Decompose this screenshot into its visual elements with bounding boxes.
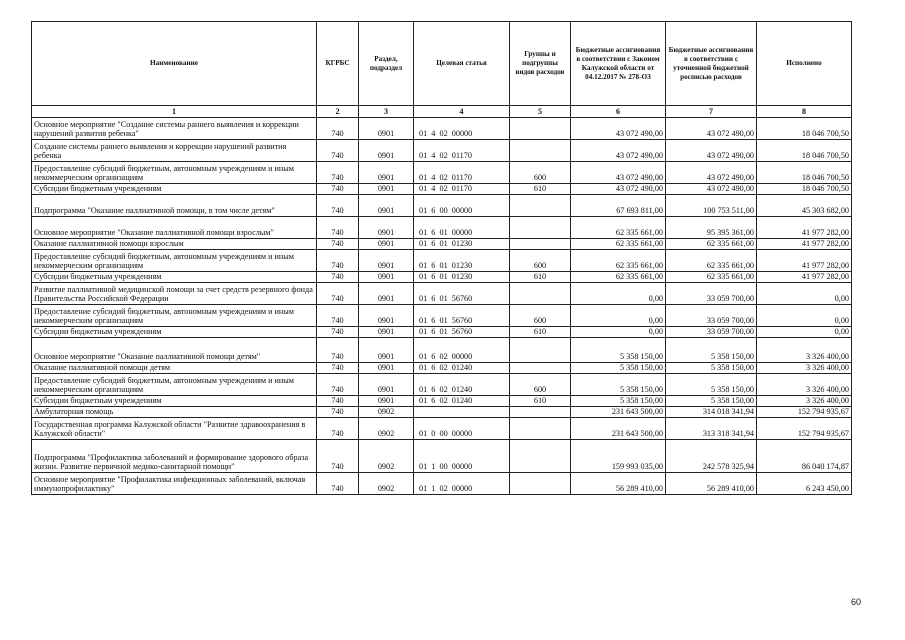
cell-target: 01 6 01 56760 <box>414 305 510 327</box>
table-row <box>32 305 852 327</box>
table-row <box>32 118 852 140</box>
cell-target: 01 4 02 00000 <box>414 118 510 140</box>
cell-name: Предоставление субсидий бюджетным, автономным учреждениям и иным некоммерческим организациям <box>32 374 317 396</box>
cell-name: Основное мероприятие "Создание системы раннего выявления и коррекции нарушений развития ребенка" <box>32 118 317 140</box>
cell-kgrbs: 740 <box>317 327 359 338</box>
cell-refined: 5 358 150,00 <box>666 363 757 374</box>
cell-name: Предоставление субсидий бюджетным, автономным учреждениям и иным некоммерческим организациям <box>32 162 317 184</box>
cell-law: 62 335 661,00 <box>571 239 666 250</box>
cell-executed: 86 040 174,87 <box>757 440 852 473</box>
cell-group: 600 <box>510 305 571 327</box>
column-header-kgrbs: КГРБС <box>317 22 359 106</box>
column-number-law: 6 <box>571 106 666 118</box>
column-number-row <box>32 106 852 118</box>
cell-section: 0902 <box>359 440 414 473</box>
cell-kgrbs: 740 <box>317 140 359 162</box>
cell-refined: 62 335 661,00 <box>666 250 757 272</box>
cell-refined: 313 318 341,94 <box>666 418 757 440</box>
cell-group <box>510 418 571 440</box>
cell-law: 231 643 500,00 <box>571 407 666 418</box>
cell-law: 231 643 500,00 <box>571 418 666 440</box>
cell-refined: 43 072 490,00 <box>666 118 757 140</box>
cell-section: 0902 <box>359 473 414 495</box>
cell-kgrbs: 740 <box>317 217 359 239</box>
table-row <box>32 184 852 195</box>
cell-law: 5 358 150,00 <box>571 363 666 374</box>
table-row <box>32 217 852 239</box>
cell-executed: 3 326 400,00 <box>757 374 852 396</box>
table-row <box>32 418 852 440</box>
cell-target: 01 6 02 01240 <box>414 396 510 407</box>
cell-law: 5 358 150,00 <box>571 374 666 396</box>
cell-name: Основное мероприятие "Оказание паллиативной помощи детям" <box>32 338 317 363</box>
table-body <box>32 118 852 495</box>
cell-group <box>510 338 571 363</box>
cell-executed: 6 243 450,00 <box>757 473 852 495</box>
cell-target: 01 6 02 00000 <box>414 338 510 363</box>
cell-section: 0901 <box>359 272 414 283</box>
table-row <box>32 239 852 250</box>
cell-name: Государственная программа Калужской области "Развитие здравоохранения в Калужской области" <box>32 418 317 440</box>
column-header-refined: Бюджетные ассигнования в соответствии с уточненной бюджетной росписью расходов <box>666 22 757 106</box>
cell-section: 0901 <box>359 250 414 272</box>
table-row <box>32 140 852 162</box>
cell-group <box>510 363 571 374</box>
cell-group: 610 <box>510 272 571 283</box>
cell-executed: 45 303 682,00 <box>757 195 852 217</box>
cell-executed: 41 977 282,00 <box>757 272 852 283</box>
cell-executed: 152 794 935,67 <box>757 418 852 440</box>
cell-executed: 0,00 <box>757 327 852 338</box>
table-row <box>32 396 852 407</box>
cell-refined: 43 072 490,00 <box>666 184 757 195</box>
column-header-name: Наименование <box>32 22 317 106</box>
cell-executed: 18 046 700,50 <box>757 162 852 184</box>
cell-executed: 18 046 700,50 <box>757 140 852 162</box>
table-row <box>32 363 852 374</box>
cell-name: Оказание паллиативной помощи взрослым <box>32 239 317 250</box>
cell-refined: 62 335 661,00 <box>666 239 757 250</box>
cell-refined: 33 059 700,00 <box>666 327 757 338</box>
cell-executed: 41 977 282,00 <box>757 239 852 250</box>
cell-group: 610 <box>510 396 571 407</box>
cell-name: Оказание паллиативной помощи детям <box>32 363 317 374</box>
cell-law: 62 335 661,00 <box>571 272 666 283</box>
cell-law: 43 072 490,00 <box>571 140 666 162</box>
table-row <box>32 250 852 272</box>
cell-law: 0,00 <box>571 327 666 338</box>
cell-group <box>510 217 571 239</box>
table-row <box>32 473 852 495</box>
cell-refined: 33 059 700,00 <box>666 283 757 305</box>
cell-kgrbs: 740 <box>317 195 359 217</box>
cell-section: 0901 <box>359 140 414 162</box>
table-row <box>32 195 852 217</box>
cell-refined: 33 059 700,00 <box>666 305 757 327</box>
cell-section: 0901 <box>359 184 414 195</box>
cell-group: 600 <box>510 374 571 396</box>
cell-kgrbs: 740 <box>317 118 359 140</box>
cell-target <box>414 407 510 418</box>
cell-kgrbs: 740 <box>317 239 359 250</box>
cell-target: 01 6 01 01230 <box>414 250 510 272</box>
cell-executed: 41 977 282,00 <box>757 217 852 239</box>
cell-law: 62 335 661,00 <box>571 217 666 239</box>
cell-section: 0902 <box>359 418 414 440</box>
cell-executed: 3 326 400,00 <box>757 363 852 374</box>
cell-kgrbs: 740 <box>317 184 359 195</box>
cell-law: 67 693 811,00 <box>571 195 666 217</box>
cell-refined: 43 072 490,00 <box>666 140 757 162</box>
cell-group <box>510 473 571 495</box>
cell-target: 01 1 00 00000 <box>414 440 510 473</box>
cell-kgrbs: 740 <box>317 250 359 272</box>
cell-section: 0901 <box>359 239 414 250</box>
cell-law: 56 289 410,00 <box>571 473 666 495</box>
table-row <box>32 162 852 184</box>
cell-section: 0901 <box>359 374 414 396</box>
cell-law: 43 072 490,00 <box>571 184 666 195</box>
cell-name: Амбулаторная помощь <box>32 407 317 418</box>
budget-table-sheet <box>31 21 851 495</box>
cell-law: 0,00 <box>571 283 666 305</box>
cell-section: 0901 <box>359 305 414 327</box>
cell-name: Субсидии бюджетным учреждениям <box>32 272 317 283</box>
cell-target: 01 6 01 00000 <box>414 217 510 239</box>
cell-section: 0901 <box>359 118 414 140</box>
page-number: 60 <box>851 597 862 607</box>
cell-kgrbs: 740 <box>317 374 359 396</box>
table-header <box>32 22 852 118</box>
cell-kgrbs: 740 <box>317 283 359 305</box>
cell-name: Основное мероприятие "Оказание паллиативной помощи взрослым" <box>32 217 317 239</box>
cell-group <box>510 283 571 305</box>
column-number-name: 1 <box>32 106 317 118</box>
table-row <box>32 327 852 338</box>
cell-law: 43 072 490,00 <box>571 118 666 140</box>
column-number-refined: 7 <box>666 106 757 118</box>
cell-refined: 95 395 361,00 <box>666 217 757 239</box>
cell-section: 0901 <box>359 338 414 363</box>
cell-executed: 3 326 400,00 <box>757 338 852 363</box>
cell-name: Субсидии бюджетным учреждениям <box>32 327 317 338</box>
cell-executed: 18 046 700,50 <box>757 118 852 140</box>
cell-refined: 314 018 341,94 <box>666 407 757 418</box>
cell-executed: 3 326 400,00 <box>757 396 852 407</box>
cell-executed: 0,00 <box>757 283 852 305</box>
table-row <box>32 440 852 473</box>
column-number-section: 3 <box>359 106 414 118</box>
budget-execution-table <box>31 21 852 495</box>
cell-group <box>510 440 571 473</box>
cell-group: 600 <box>510 250 571 272</box>
cell-refined: 100 753 511,00 <box>666 195 757 217</box>
cell-target: 01 4 02 01170 <box>414 162 510 184</box>
cell-target: 01 0 00 00000 <box>414 418 510 440</box>
cell-executed: 41 977 282,00 <box>757 250 852 272</box>
cell-section: 0902 <box>359 407 414 418</box>
table-row <box>32 407 852 418</box>
cell-group <box>510 407 571 418</box>
cell-target: 01 4 02 01170 <box>414 140 510 162</box>
cell-name: Предоставление субсидий бюджетным, автономным учреждениям и иным некоммерческим организациям <box>32 305 317 327</box>
table-row <box>32 283 852 305</box>
cell-section: 0901 <box>359 195 414 217</box>
cell-law: 5 358 150,00 <box>571 396 666 407</box>
cell-kgrbs: 740 <box>317 272 359 283</box>
column-number-target: 4 <box>414 106 510 118</box>
cell-name: Создание системы раннего выявления и коррекции нарушений развития ребенка <box>32 140 317 162</box>
cell-law: 62 335 661,00 <box>571 250 666 272</box>
cell-target: 01 6 02 01240 <box>414 374 510 396</box>
cell-section: 0901 <box>359 363 414 374</box>
column-header-section: Раздел, подраздел <box>359 22 414 106</box>
cell-group: 610 <box>510 327 571 338</box>
column-header-law: Бюджетные ассигнования в соответствии с Законом Калужской области от 04.12.2017 № 278-ОЗ <box>571 22 666 106</box>
cell-executed: 152 794 935,67 <box>757 407 852 418</box>
column-header-target: Целевая статья <box>414 22 510 106</box>
cell-target: 01 6 02 01240 <box>414 363 510 374</box>
cell-target: 01 6 01 01230 <box>414 239 510 250</box>
cell-law: 5 358 150,00 <box>571 338 666 363</box>
cell-target: 01 6 01 56760 <box>414 283 510 305</box>
cell-group <box>510 195 571 217</box>
cell-refined: 43 072 490,00 <box>666 162 757 184</box>
cell-target: 01 6 01 01230 <box>414 272 510 283</box>
cell-section: 0901 <box>359 162 414 184</box>
cell-kgrbs: 740 <box>317 473 359 495</box>
column-header-group: Группы и подгруппы видов расходов <box>510 22 571 106</box>
cell-executed: 18 046 700,50 <box>757 184 852 195</box>
cell-kgrbs: 740 <box>317 407 359 418</box>
cell-kgrbs: 740 <box>317 396 359 407</box>
cell-name: Подпрограмма "Профилактика заболеваний и формирование здорового образа жизни. Развитие первичной медико-санитарной помощи" <box>32 440 317 473</box>
cell-group <box>510 118 571 140</box>
cell-name: Подпрограмма "Оказание паллиативной помощи, в том числе детям" <box>32 195 317 217</box>
cell-refined: 5 358 150,00 <box>666 374 757 396</box>
column-number-group: 5 <box>510 106 571 118</box>
column-number-executed: 8 <box>757 106 852 118</box>
cell-kgrbs: 740 <box>317 440 359 473</box>
header-row <box>32 22 852 106</box>
cell-refined: 5 358 150,00 <box>666 396 757 407</box>
cell-law: 0,00 <box>571 305 666 327</box>
cell-section: 0901 <box>359 217 414 239</box>
column-header-executed: Исполнено <box>757 22 852 106</box>
table-row <box>32 338 852 363</box>
cell-name: Субсидии бюджетным учреждениям <box>32 184 317 195</box>
cell-kgrbs: 740 <box>317 418 359 440</box>
cell-target: 01 6 01 56760 <box>414 327 510 338</box>
cell-group <box>510 239 571 250</box>
cell-refined: 62 335 661,00 <box>666 272 757 283</box>
cell-name: Развитие паллиативной медицинской помощи за счет средств резервного фонда Правительства Российской Федерации <box>32 283 317 305</box>
cell-kgrbs: 740 <box>317 363 359 374</box>
table-row <box>32 374 852 396</box>
table-row <box>32 272 852 283</box>
cell-name: Предоставление субсидий бюджетным, автономным учреждениям и иным некоммерческим организациям <box>32 250 317 272</box>
cell-kgrbs: 740 <box>317 305 359 327</box>
cell-refined: 56 289 410,00 <box>666 473 757 495</box>
cell-law: 43 072 490,00 <box>571 162 666 184</box>
cell-group <box>510 140 571 162</box>
cell-kgrbs: 740 <box>317 338 359 363</box>
cell-target: 01 6 00 00000 <box>414 195 510 217</box>
cell-group: 600 <box>510 162 571 184</box>
cell-group: 610 <box>510 184 571 195</box>
cell-target: 01 4 02 01170 <box>414 184 510 195</box>
cell-kgrbs: 740 <box>317 162 359 184</box>
cell-name: Основное мероприятие "Профилактика инфекционных заболеваний, включая иммунопрофилактику" <box>32 473 317 495</box>
cell-executed: 0,00 <box>757 305 852 327</box>
cell-section: 0901 <box>359 283 414 305</box>
cell-section: 0901 <box>359 327 414 338</box>
cell-refined: 242 578 325,94 <box>666 440 757 473</box>
cell-name: Субсидии бюджетным учреждениям <box>32 396 317 407</box>
cell-refined: 5 358 150,00 <box>666 338 757 363</box>
cell-target: 01 1 02 00000 <box>414 473 510 495</box>
cell-section: 0901 <box>359 396 414 407</box>
column-number-kgrbs: 2 <box>317 106 359 118</box>
cell-law: 159 993 035,00 <box>571 440 666 473</box>
